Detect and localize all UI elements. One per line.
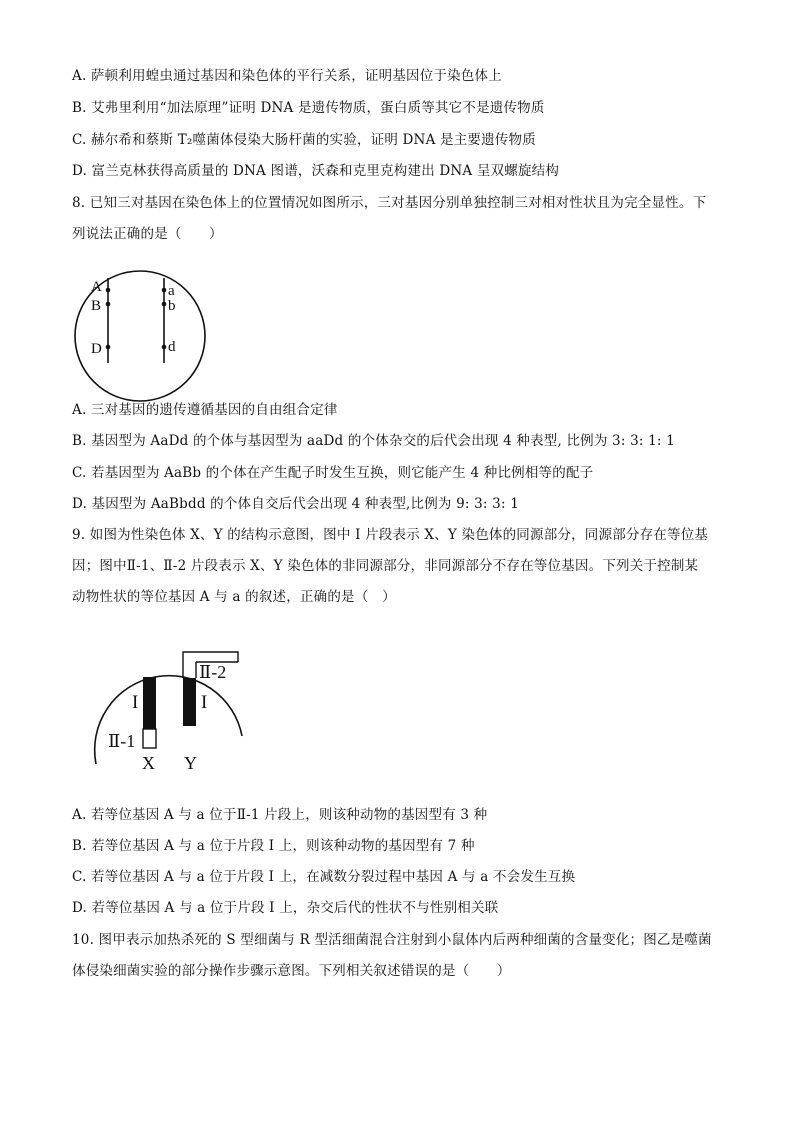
- label-II2: Ⅱ-2: [199, 662, 227, 682]
- q10-stem-line1: 10. 图甲表示加热杀死的 S 型细菌与 R 型活细菌混合注射到小鼠体内后两种细菌的含量变化；图乙是噬菌: [72, 932, 712, 948]
- q8-stem-line2: 列说法正确的是（ ）: [72, 226, 223, 242]
- q8-stem-line1: 8. 已知三对基因在染色体上的位置情况如图所示，三对基因分别单独控制三对相对性状且为完全显性。下: [72, 195, 707, 211]
- label-Y: Y: [184, 753, 197, 773]
- label-II1: Ⅱ-1: [108, 731, 136, 751]
- q9-option-d: D. 若等位基因 A 与 a 位于片段 I 上，杂交后代的性状不与性别相关联: [72, 900, 499, 916]
- q9-option-c: C. 若等位基因 A 与 a 位于片段 I 上，在减数分裂过程中基因 A 与 a 不会发生互换: [72, 869, 576, 885]
- q8-chromosome-figure: [72, 268, 208, 404]
- q8-option-a: A. 三对基因的遗传遵循基因的自由组合定律: [72, 402, 338, 418]
- label-A: A: [91, 279, 102, 295]
- locus-A: [106, 288, 111, 293]
- q9-sex-chromosome-figure: [92, 626, 252, 776]
- q7-option-c: C. 赫尔希和蔡斯 T₂噬菌体侵染大肠杆菌的实验，证明 DNA 是主要遗传物质: [72, 132, 536, 148]
- q8-option-b: B. 基因型为 AaDd 的个体与基因型为 aaDd 的个体杂交的后代会出现 4 种表型, 比例为 3: 3: 1: 1: [72, 433, 675, 449]
- label-I-x: I: [132, 692, 139, 713]
- locus-D: [106, 345, 111, 350]
- q9-stem-line1: 9. 如图为性染色体 X、Y 的结构示意图，图中 I 片段表示 X、Y 染色体的同源部分，同源部分存在等位基: [72, 527, 709, 543]
- x-segment-I: [143, 677, 156, 729]
- label-d: d: [168, 339, 176, 355]
- label-B: B: [91, 298, 102, 314]
- q9-stem-line3: 动物性状的等位基因 A 与 a 的叙述，正确的是（ ）: [72, 589, 396, 605]
- q8-option-c: C. 若基因型为 AaBb 的个体在产生配子时发生互换，则它能产生 4 种比例相等的配子: [72, 465, 594, 481]
- locus-b: [162, 302, 167, 307]
- q10-stem-line2: 体侵染细菌实验的部分操作步骤示意图。下列相关叙述错误的是（ ）: [72, 963, 511, 979]
- label-D: D: [91, 341, 102, 357]
- x-segment-II1: [143, 729, 156, 748]
- q9-option-a: A. 若等位基因 A 与 a 位于Ⅱ-1 片段上，则该种动物的基因型有 3 种: [72, 807, 488, 823]
- locus-B: [106, 302, 111, 307]
- label-I-y: I: [201, 692, 208, 713]
- label-b: b: [168, 298, 176, 314]
- y-segment-I: [183, 678, 196, 726]
- q9-stem-line2: 因；图中Ⅱ-1、Ⅱ-2 片段表示 X、Y 染色体的非同源部分，非同源部分不存在等位基因。下列关于控制某: [72, 558, 699, 574]
- label-X: X: [142, 753, 155, 773]
- label-a: a: [168, 283, 175, 299]
- q8-option-d: D. 基因型为 AaBbdd 的个体自交后代会出现 4 种表型,比例为 9: 3: 3: 1: [72, 496, 519, 512]
- locus-d: [162, 345, 167, 350]
- locus-a: [162, 288, 167, 293]
- q7-option-a: A. 萨顿利用蝗虫通过基因和染色体的平行关系，证明基因位于染色体上: [72, 68, 502, 84]
- q9-option-b: B. 若等位基因 A 与 a 位于片段 I 上，则该种动物的基因型有 7 种: [72, 838, 475, 854]
- q7-option-b: B. 艾弗里利用“加法原理”证明 DNA 是遗传物质，蛋白质等其它不是遗传物质: [72, 100, 545, 116]
- q7-option-d: D. 富兰克林获得高质量的 DNA 图谱，沃森和克里克构建出 DNA 呈双螺旋结构: [72, 163, 560, 179]
